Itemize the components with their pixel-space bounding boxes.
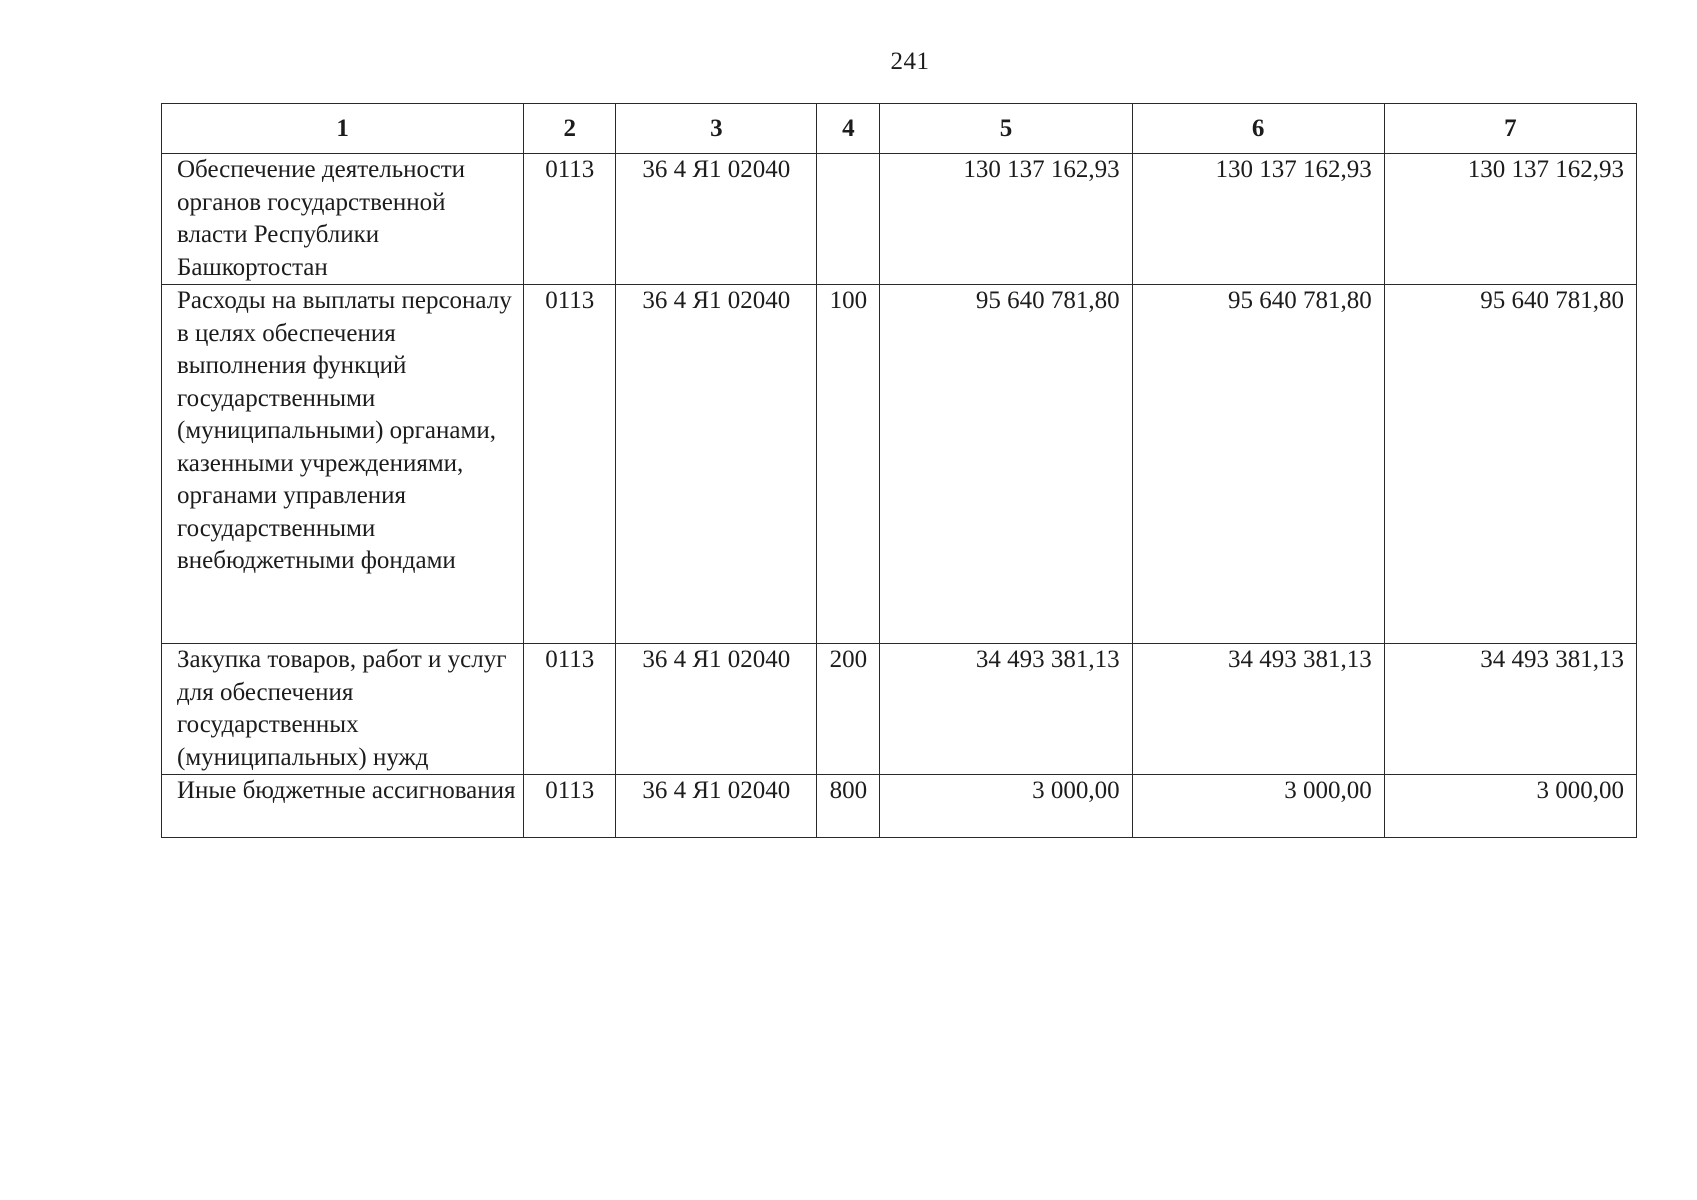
expense-type-cell [817, 154, 880, 285]
expense-type-cell: 800 [817, 775, 880, 838]
section-code-cell: 0113 [524, 775, 616, 838]
target-article-cell: 36 4 Я1 02040 [616, 644, 817, 775]
table-row [162, 775, 1637, 838]
table-row [162, 285, 1637, 644]
table-row [162, 644, 1637, 775]
section-code-cell: 0113 [524, 285, 616, 644]
amount-col5-cell: 3 000,00 [880, 775, 1132, 838]
expense-type-cell: 100 [817, 285, 880, 644]
column-header-6: 6 [1132, 104, 1384, 154]
amount-col7-cell: 34 493 381,13 [1384, 644, 1636, 775]
page-number: 241 [890, 48, 930, 75]
expense-type-cell: 200 [817, 644, 880, 775]
section-code-cell: 0113 [524, 154, 616, 285]
column-header-2: 2 [524, 104, 616, 154]
amount-col7-cell: 130 137 162,93 [1384, 154, 1636, 285]
table-row [162, 154, 1637, 285]
column-header-1: 1 [162, 104, 524, 154]
row-name-cell: Иные бюджетные ассигнования [162, 775, 524, 838]
amount-col6-cell: 130 137 162,93 [1132, 154, 1384, 285]
row-name-cell: Расходы на выплаты персоналу в целях обеспечения выполнения функций государственными (муниципальными) органами, казенными учреждениями, органами управления государственными внебюджетными фондами [162, 285, 524, 644]
table-header-row [162, 104, 1637, 154]
amount-col6-cell: 3 000,00 [1132, 775, 1384, 838]
amount-col6-cell: 95 640 781,80 [1132, 285, 1384, 644]
amount-col6-cell: 34 493 381,13 [1132, 644, 1384, 775]
row-name-cell: Обеспечение деятельности органов государственной власти Республики Башкортостан [162, 154, 524, 285]
column-header-5: 5 [880, 104, 1132, 154]
amount-col5-cell: 95 640 781,80 [880, 285, 1132, 644]
column-header-3: 3 [616, 104, 817, 154]
target-article-cell: 36 4 Я1 02040 [616, 154, 817, 285]
budget-table [161, 103, 1637, 838]
row-name-cell: Закупка товаров, работ и услуг для обеспечения государственных (муниципальных) нужд [162, 644, 524, 775]
column-header-4: 4 [817, 104, 880, 154]
amount-col7-cell: 95 640 781,80 [1384, 285, 1636, 644]
amount-col5-cell: 34 493 381,13 [880, 644, 1132, 775]
target-article-cell: 36 4 Я1 02040 [616, 775, 817, 838]
amount-col7-cell: 3 000,00 [1384, 775, 1636, 838]
section-code-cell: 0113 [524, 644, 616, 775]
target-article-cell: 36 4 Я1 02040 [616, 285, 817, 644]
column-header-7: 7 [1384, 104, 1636, 154]
amount-col5-cell: 130 137 162,93 [880, 154, 1132, 285]
